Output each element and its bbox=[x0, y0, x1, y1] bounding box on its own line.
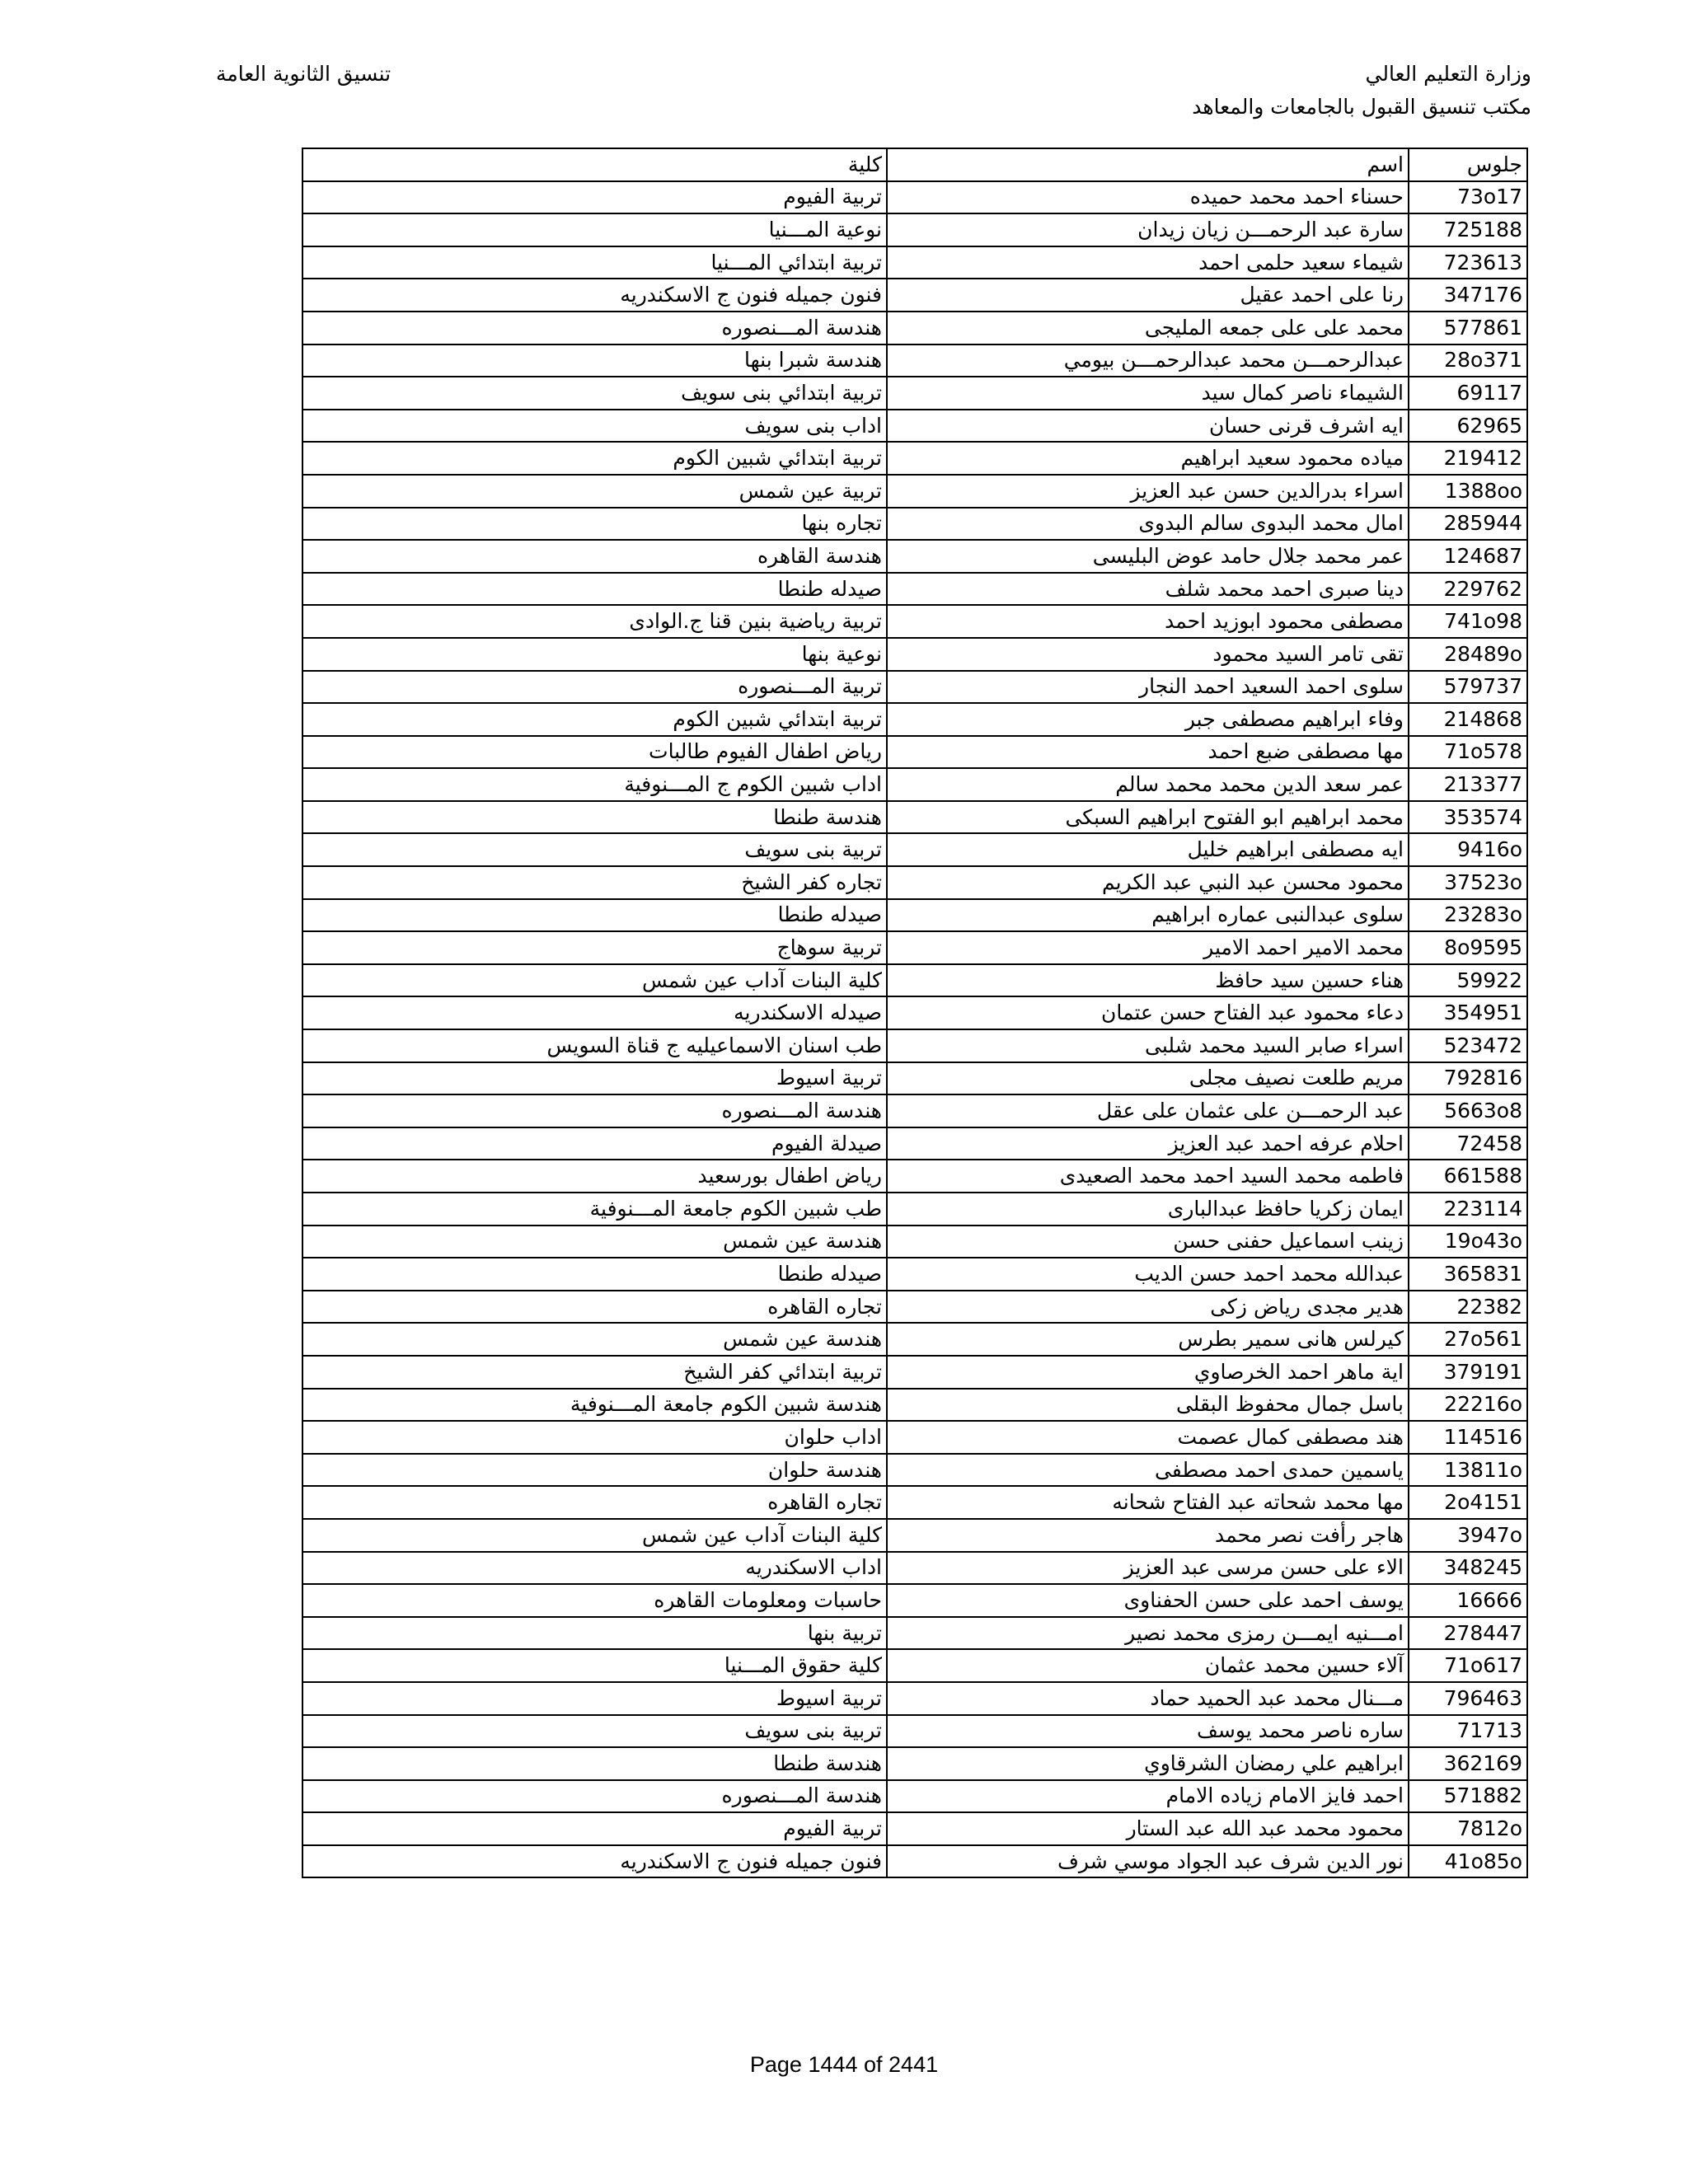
table-row bbox=[302, 768, 1527, 801]
student-name-cell: وفاء ابراهيم مصطفى جبر bbox=[887, 703, 1409, 736]
college-cell: رياض اطفال بورسعيد bbox=[302, 1160, 887, 1193]
table-row bbox=[302, 1062, 1527, 1095]
seat-number-cell: 1388oo bbox=[1409, 475, 1527, 508]
seat-number-cell: 71o617 bbox=[1409, 1649, 1527, 1682]
table-row bbox=[302, 1127, 1527, 1160]
seat-number-cell: 523472 bbox=[1409, 1029, 1527, 1062]
table-row bbox=[302, 312, 1527, 344]
table-row bbox=[302, 1356, 1527, 1389]
college-cell: تربية سوهاج bbox=[302, 931, 887, 964]
college-cell: هندسة شبرا بنها bbox=[302, 344, 887, 377]
table-row bbox=[302, 1226, 1527, 1258]
student-name-cell: آلاء حسين محمد عثمان bbox=[887, 1649, 1409, 1682]
seat-number-cell: 223114 bbox=[1409, 1193, 1527, 1226]
college-cell: تربية بنها bbox=[302, 1617, 887, 1650]
table-row bbox=[302, 573, 1527, 606]
college-cell: هندسة طنطا bbox=[302, 1747, 887, 1780]
college-cell: كلية البنات آداب عين شمس bbox=[302, 1519, 887, 1552]
student-name-cell: ساره ناصر محمد يوسف bbox=[887, 1715, 1409, 1748]
student-name-cell: سارة عبد الرحمـــن زيان زيدان bbox=[887, 213, 1409, 246]
seat-number-cell: 71713 bbox=[1409, 1715, 1527, 1748]
student-name-cell: محمد الامير احمد الامير bbox=[887, 931, 1409, 964]
seat-number-cell: 59922 bbox=[1409, 964, 1527, 997]
college-cell: تربية رياضية بنين قنا ج.الوادى bbox=[302, 605, 887, 638]
seat-number-cell: 37523o bbox=[1409, 866, 1527, 899]
student-name-cell: اية ماهر احمد الخرصاوي bbox=[887, 1356, 1409, 1389]
student-name-cell: عمر سعد الدين محمد محمد سالم bbox=[887, 768, 1409, 801]
college-cell: تربية ابتدائي شبين الكوم bbox=[302, 703, 887, 736]
college-cell: تربية الفيوم bbox=[302, 181, 887, 214]
table-row bbox=[302, 1323, 1527, 1356]
seat-number-cell: 661588 bbox=[1409, 1160, 1527, 1193]
seat-number-cell: 22216o bbox=[1409, 1389, 1527, 1422]
student-name-cell: مريم طلعت نصيف مجلى bbox=[887, 1062, 1409, 1095]
college-cell: صيدله الاسكندريه bbox=[302, 996, 887, 1029]
student-name-cell: امال محمد البدوى سالم البدوى bbox=[887, 508, 1409, 541]
student-name-cell: نور الدين شرف عبد الجواد موسي شرف bbox=[887, 1845, 1409, 1878]
college-cell: صيدله طنطا bbox=[302, 1258, 887, 1291]
table-row bbox=[302, 703, 1527, 736]
student-name-cell: احلام عرفه احمد عبد العزيز bbox=[887, 1127, 1409, 1160]
office-title: مكتب تنسيق القبول بالجامعات والمعاهد bbox=[1192, 95, 1531, 119]
results-table bbox=[302, 148, 1528, 1878]
table-row bbox=[302, 181, 1527, 214]
table-row bbox=[302, 1845, 1527, 1878]
college-cell: نوعية بنها bbox=[302, 638, 887, 671]
college-cell: هندسة المـــنصوره bbox=[302, 1780, 887, 1813]
college-cell: هندسة شبين الكوم جامعة المـــنوفية bbox=[302, 1389, 887, 1422]
student-name-cell: مـــنال محمد عبد الحميد حماد bbox=[887, 1682, 1409, 1715]
table-row bbox=[302, 213, 1527, 246]
student-name-cell: امـــنيه ايمـــن رمزى محمد نصير bbox=[887, 1617, 1409, 1650]
seat-number-cell: 73o17 bbox=[1409, 181, 1527, 214]
table-row bbox=[302, 671, 1527, 704]
college-cell: صيدلة الفيوم bbox=[302, 1127, 887, 1160]
student-name-cell: محمود محسن عبد النبي عبد الكريم bbox=[887, 866, 1409, 899]
college-cell: اداب الاسكندريه bbox=[302, 1552, 887, 1585]
column-header-seat: جلوس bbox=[1409, 148, 1527, 181]
college-cell: تربية ابتدائي شبين الكوم bbox=[302, 442, 887, 475]
student-name-cell: محمد على على جمعه المليجى bbox=[887, 312, 1409, 344]
college-cell: نوعية المـــنيا bbox=[302, 213, 887, 246]
table-row bbox=[302, 1649, 1527, 1682]
table-row bbox=[302, 475, 1527, 508]
college-cell: فنون جميله فنون ج الاسكندريه bbox=[302, 279, 887, 312]
table-row bbox=[302, 1486, 1527, 1519]
seat-number-cell: 62965 bbox=[1409, 410, 1527, 443]
student-name-cell: ايه مصطفى ابراهيم خليل bbox=[887, 833, 1409, 866]
college-cell: حاسبات ومعلومات القاهره bbox=[302, 1584, 887, 1617]
student-name-cell: مها مصطفى ضبع احمد bbox=[887, 736, 1409, 769]
student-name-cell: شيماء سعيد حلمى احمد bbox=[887, 246, 1409, 279]
seat-number-cell: 5663o8 bbox=[1409, 1094, 1527, 1127]
student-name-cell: عبد الرحمـــن على عثمان على عقل bbox=[887, 1094, 1409, 1127]
seat-number-cell: 792816 bbox=[1409, 1062, 1527, 1095]
student-name-cell: مصطفى محمود ابوزيد احمد bbox=[887, 605, 1409, 638]
seat-number-cell: 723613 bbox=[1409, 246, 1527, 279]
college-cell: هندسة عين شمس bbox=[302, 1226, 887, 1258]
student-name-cell: الاء على حسن مرسى عبد العزيز bbox=[887, 1552, 1409, 1585]
table-row bbox=[302, 801, 1527, 834]
seat-number-cell: 114516 bbox=[1409, 1421, 1527, 1454]
seat-number-cell: 579737 bbox=[1409, 671, 1527, 704]
seat-number-cell: 577861 bbox=[1409, 312, 1527, 344]
college-cell: كلية البنات آداب عين شمس bbox=[302, 964, 887, 997]
column-header-name: اسم bbox=[887, 148, 1409, 181]
student-name-cell: هدير مجدى رياض زكى bbox=[887, 1291, 1409, 1324]
table-row bbox=[302, 899, 1527, 932]
seat-number-cell: 741o98 bbox=[1409, 605, 1527, 638]
college-cell: تجاره بنها bbox=[302, 508, 887, 541]
student-name-cell: دينا صبرى احمد محمد شلف bbox=[887, 573, 1409, 606]
college-cell: طب اسنان الاسماعيليه ج قناة السويس bbox=[302, 1029, 887, 1062]
college-cell: هندسة المـــنصوره bbox=[302, 1094, 887, 1127]
table-row bbox=[302, 508, 1527, 541]
column-header-college: كلية bbox=[302, 148, 887, 181]
table-row bbox=[302, 1160, 1527, 1193]
table-row bbox=[302, 377, 1527, 410]
student-name-cell: ياسمين حمدى احمد مصطفى bbox=[887, 1454, 1409, 1487]
table-row bbox=[302, 996, 1527, 1029]
table-row bbox=[302, 1193, 1527, 1226]
college-cell: تربية ابتدائي بنى سويف bbox=[302, 377, 887, 410]
college-cell: هندسة عين شمس bbox=[302, 1323, 887, 1356]
student-name-cell: هاجر رأفت نصر محمد bbox=[887, 1519, 1409, 1552]
student-name-cell: ابراهيم علي رمضان الشرقاوي bbox=[887, 1747, 1409, 1780]
seat-number-cell: 2o4151 bbox=[1409, 1486, 1527, 1519]
college-cell: هندسة المـــنصوره bbox=[302, 312, 887, 344]
seat-number-cell: 285944 bbox=[1409, 508, 1527, 541]
seat-number-cell: 219412 bbox=[1409, 442, 1527, 475]
student-name-cell: اسراء بدرالدين حسن عبد العزيز bbox=[887, 475, 1409, 508]
seat-number-cell: 41o85o bbox=[1409, 1845, 1527, 1878]
student-name-cell: سلوى احمد السعيد احمد النجار bbox=[887, 671, 1409, 704]
table-header-row bbox=[302, 148, 1527, 181]
seat-number-cell: 13811o bbox=[1409, 1454, 1527, 1487]
table-row bbox=[302, 410, 1527, 443]
student-name-cell: رنا على احمد عقيل bbox=[887, 279, 1409, 312]
student-name-cell: محمد ابراهيم ابو الفتوح ابراهيم السبكى bbox=[887, 801, 1409, 834]
table-row bbox=[302, 1552, 1527, 1585]
table-row bbox=[302, 1715, 1527, 1748]
college-cell: تربية عين شمس bbox=[302, 475, 887, 508]
table-row bbox=[302, 540, 1527, 573]
seat-number-cell: 348245 bbox=[1409, 1552, 1527, 1585]
seat-number-cell: 71o578 bbox=[1409, 736, 1527, 769]
student-name-cell: ايمان زكريا حافظ عبدالبارى bbox=[887, 1193, 1409, 1226]
student-name-cell: حسناء احمد محمد حميده bbox=[887, 181, 1409, 214]
college-cell: اداب شبين الكوم ج المـــنوفية bbox=[302, 768, 887, 801]
table-row bbox=[302, 279, 1527, 312]
table-body bbox=[302, 181, 1527, 1878]
student-name-cell: مياده محمود سعيد ابراهيم bbox=[887, 442, 1409, 475]
college-cell: كلية حقوق المـــنيا bbox=[302, 1649, 887, 1682]
college-cell: تجاره القاهره bbox=[302, 1291, 887, 1324]
student-name-cell: عمر محمد جلال حامد عوض البليسى bbox=[887, 540, 1409, 573]
student-name-cell: يوسف احمد على حسن الحفناوى bbox=[887, 1584, 1409, 1617]
seat-number-cell: 379191 bbox=[1409, 1356, 1527, 1389]
student-name-cell: عبدالله محمد احمد حسن الديب bbox=[887, 1258, 1409, 1291]
seat-number-cell: 28o371 bbox=[1409, 344, 1527, 377]
table-row bbox=[302, 1454, 1527, 1487]
table-row bbox=[302, 1617, 1527, 1650]
seat-number-cell: 72458 bbox=[1409, 1127, 1527, 1160]
table-row bbox=[302, 1747, 1527, 1780]
college-cell: صيدله طنطا bbox=[302, 899, 887, 932]
table-row bbox=[302, 605, 1527, 638]
table-row bbox=[302, 1519, 1527, 1552]
table-row bbox=[302, 931, 1527, 964]
college-cell: هندسة القاهره bbox=[302, 540, 887, 573]
seat-number-cell: 8o9595 bbox=[1409, 931, 1527, 964]
student-name-cell: سلوى عبدالنبى عماره ابراهيم bbox=[887, 899, 1409, 932]
table-row bbox=[302, 442, 1527, 475]
student-name-cell: اسراء صابر السيد محمد شلبى bbox=[887, 1029, 1409, 1062]
seat-number-cell: 7812o bbox=[1409, 1812, 1527, 1845]
seat-number-cell: 3947o bbox=[1409, 1519, 1527, 1552]
table-row bbox=[302, 246, 1527, 279]
student-name-cell: زينب اسماعيل حفنى حسن bbox=[887, 1226, 1409, 1258]
seat-number-cell: 28489o bbox=[1409, 638, 1527, 671]
college-cell: اداب بنى سويف bbox=[302, 410, 887, 443]
table-row bbox=[302, 1094, 1527, 1127]
table-row bbox=[302, 1389, 1527, 1422]
table-row bbox=[302, 638, 1527, 671]
student-name-cell: محمود محمد عبد الله عبد الستار bbox=[887, 1812, 1409, 1845]
student-name-cell: احمد فايز الامام زياده الامام bbox=[887, 1780, 1409, 1813]
page-number: Page 1444 of 2441 bbox=[749, 2052, 939, 2077]
student-name-cell: فاطمه محمد السيد احمد محمد الصعيدى bbox=[887, 1160, 1409, 1193]
seat-number-cell: 571882 bbox=[1409, 1780, 1527, 1813]
seat-number-cell: 16666 bbox=[1409, 1584, 1527, 1617]
student-name-cell: مها محمد شحاته عبد الفتاح شحانه bbox=[887, 1486, 1409, 1519]
table-row bbox=[302, 344, 1527, 377]
college-cell: تربية اسيوط bbox=[302, 1062, 887, 1095]
student-name-cell: عبدالرحمـــن محمد عبدالرحمـــن بيومي bbox=[887, 344, 1409, 377]
college-cell: هندسة طنطا bbox=[302, 801, 887, 834]
seat-number-cell: 362169 bbox=[1409, 1747, 1527, 1780]
college-cell: تربية الفيوم bbox=[302, 1812, 887, 1845]
college-cell: طب شبين الكوم جامعة المـــنوفية bbox=[302, 1193, 887, 1226]
coordination-title: تنسيق الثانوية العامة bbox=[216, 62, 392, 86]
seat-number-cell: 229762 bbox=[1409, 573, 1527, 606]
college-cell: تربية ابتدائي المـــنيا bbox=[302, 246, 887, 279]
table-row bbox=[302, 1029, 1527, 1062]
student-name-cell: تقى تامر السيد محمود bbox=[887, 638, 1409, 671]
seat-number-cell: 725188 bbox=[1409, 213, 1527, 246]
student-name-cell: هند مصطفى كمال عصمت bbox=[887, 1421, 1409, 1454]
seat-number-cell: 9416o bbox=[1409, 833, 1527, 866]
seat-number-cell: 796463 bbox=[1409, 1682, 1527, 1715]
seat-number-cell: 27o561 bbox=[1409, 1323, 1527, 1356]
table-row bbox=[302, 1780, 1527, 1813]
student-name-cell: الشيماء ناصر كمال سيد bbox=[887, 377, 1409, 410]
student-name-cell: دعاء محمود عبد الفتاح حسن عتمان bbox=[887, 996, 1409, 1029]
table-row bbox=[302, 1421, 1527, 1454]
student-name-cell: ايه اشرف قرنى حسان bbox=[887, 410, 1409, 443]
college-cell: تربية اسيوط bbox=[302, 1682, 887, 1715]
seat-number-cell: 365831 bbox=[1409, 1258, 1527, 1291]
table-row bbox=[302, 1682, 1527, 1715]
table-row bbox=[302, 736, 1527, 769]
table-row bbox=[302, 1812, 1527, 1845]
seat-number-cell: 69117 bbox=[1409, 377, 1527, 410]
seat-number-cell: 23283o bbox=[1409, 899, 1527, 932]
table-row bbox=[302, 866, 1527, 899]
table-row bbox=[302, 833, 1527, 866]
seat-number-cell: 22382 bbox=[1409, 1291, 1527, 1324]
table-row bbox=[302, 1291, 1527, 1324]
seat-number-cell: 347176 bbox=[1409, 279, 1527, 312]
seat-number-cell: 213377 bbox=[1409, 768, 1527, 801]
college-cell: صيدله طنطا bbox=[302, 573, 887, 606]
college-cell: تجاره كفر الشيخ bbox=[302, 866, 887, 899]
college-cell: تجاره القاهره bbox=[302, 1486, 887, 1519]
student-name-cell: كيرلس هانى سمير بطرس bbox=[887, 1323, 1409, 1356]
seat-number-cell: 19o43o bbox=[1409, 1226, 1527, 1258]
seat-number-cell: 278447 bbox=[1409, 1617, 1527, 1650]
table-row bbox=[302, 1584, 1527, 1617]
seat-number-cell: 353574 bbox=[1409, 801, 1527, 834]
college-cell: فنون جميله فنون ج الاسكندريه bbox=[302, 1845, 887, 1878]
ministry-title: وزارة التعليم العالي bbox=[1365, 62, 1531, 86]
college-cell: تربية بنى سويف bbox=[302, 1715, 887, 1748]
college-cell: تربية ابتدائي كفر الشيخ bbox=[302, 1356, 887, 1389]
student-name-cell: هناء حسين سيد حافظ bbox=[887, 964, 1409, 997]
seat-number-cell: 214868 bbox=[1409, 703, 1527, 736]
college-cell: رياض اطفال الفيوم طالبات bbox=[302, 736, 887, 769]
seat-number-cell: 124687 bbox=[1409, 540, 1527, 573]
college-cell: تربية المـــنصوره bbox=[302, 671, 887, 704]
table-row bbox=[302, 964, 1527, 997]
table-row bbox=[302, 1258, 1527, 1291]
college-cell: اداب حلوان bbox=[302, 1421, 887, 1454]
student-name-cell: باسل جمال محفوظ البقلى bbox=[887, 1389, 1409, 1422]
college-cell: تربية بنى سويف bbox=[302, 833, 887, 866]
seat-number-cell: 354951 bbox=[1409, 996, 1527, 1029]
college-cell: هندسة حلوان bbox=[302, 1454, 887, 1487]
